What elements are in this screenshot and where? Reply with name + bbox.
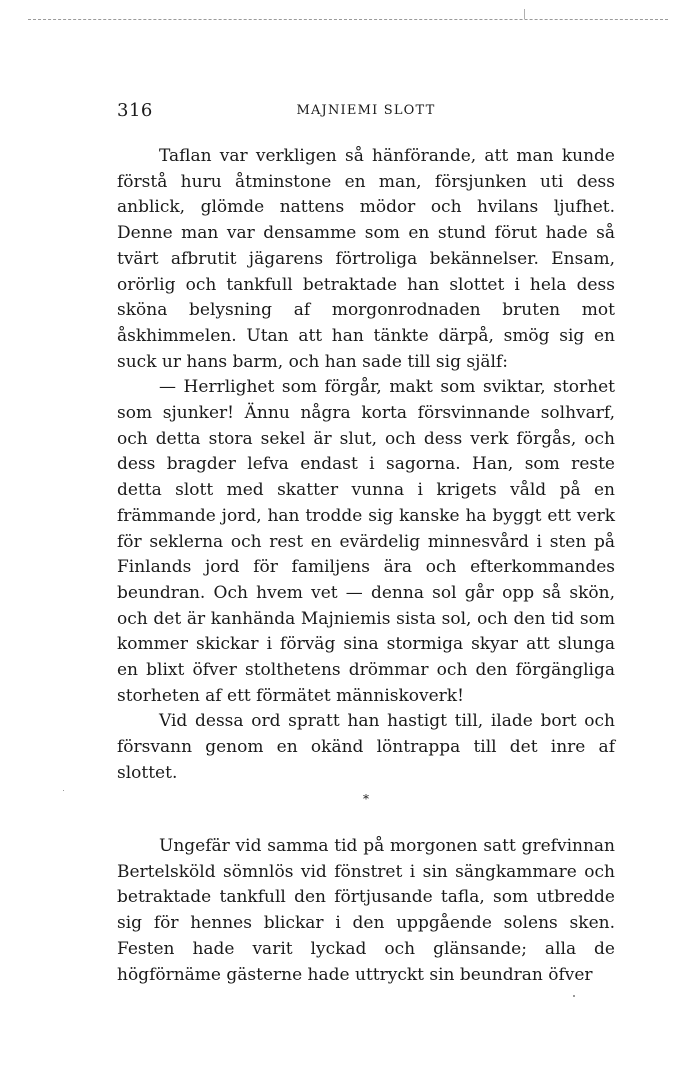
section-separator: * <box>363 792 369 806</box>
page-number: 316 <box>117 100 153 121</box>
scan-speck <box>573 995 575 997</box>
scan-speck <box>63 790 64 791</box>
paragraph-1: Taflan var verkligen så hänförande, att man kunde förstå huru åtminstone en man, försjunken uti dess anblick, glömde nattens mödor och hvilans ljufhet. Denne man var densamme som en stund förut hade så tvärt afbrutit jägarens förtroliga bekännelser. Ensam, orörlig och tankfull betraktade han slottet i hela dess sköna belysning af morgonrodnaden bruten mot åskhimmelen. Utan att han tänkte därpå, smög sig en suck ur hans barm, och han sade till sig själf: <box>117 146 615 372</box>
paragraph-4: Ungefär vid samma tid på morgonen satt grefvinnan Bertelsköld sömnlös vid fönstret i sin sängkammare och betraktade tankfull den förtjusande tafla, som utbredde sig för hennes blickar i den uppgående solens sken. Festen hade varit lyckad och glänsande; alla de högförnäme gästerne hade uttryckt sin beundran öfver <box>117 836 615 985</box>
scan-edge-rule <box>28 19 668 20</box>
body-text <box>117 144 615 787</box>
page-header <box>117 100 615 130</box>
paragraph-3: Vid dessa ord spratt han hastigt till, ilade bort och försvann genom en okänd löntrappa till det inre af slottet. <box>117 711 615 783</box>
body-text-continued <box>117 834 615 988</box>
scan-edge-tick <box>524 9 525 19</box>
paragraph-2: — Herrlighet som förgår, makt som sviktar, storhet som sjunker! Ännu några korta försvinnande solhvarf, och detta stora sekel är slut, och dess verk förgås, och dess bragder lefva endast i sagorna. Han, som reste detta slott med skatter vunna i krigets våld på en främmande jord, han trodde sig kanske ha byggt ett verk för seklerna och rest en evärdelig minnesvård i sten på Finlands jord för familjens ära och efterkommandes beundran. Och hvem vet — denna sol går opp så skön, och det är kanhända Majniemis sista sol, och den tid som kommer skickar i förväg sina stormiga skyar att slunga en blixt öfver stolthetens drömmar och den förgängliga storheten af ett förmätet människoverk! <box>117 377 615 706</box>
running-title: MAJNIEMI SLOTT <box>296 103 436 118</box>
